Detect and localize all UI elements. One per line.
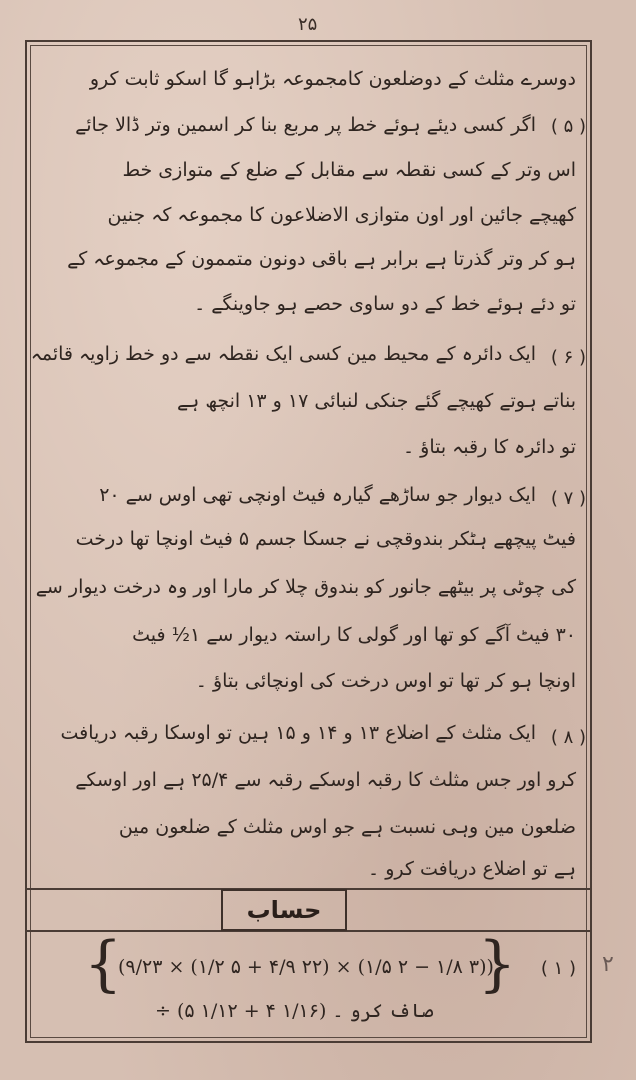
arithmetic-expression-line-2: صاف کرو ۔ (۱/۱۶ ۴ + ۱/۱۲ ۵) ÷	[155, 1000, 434, 1022]
margin-mark: ۲	[602, 952, 614, 977]
text-line-10: ایک دیوار جو ساڑھے گیارہ فیٹ اونچی تھی اوس سے ۲۰	[99, 484, 536, 506]
right-brace: }	[478, 929, 517, 999]
text-line-4: کھیچے جائین اور اون متوازی الاضلاعون کا مجموعہ کہ جنین	[107, 204, 576, 226]
text-line-16: کرو اور جس مثلث کا رقبہ اوسکے رقبہ سے ۲۵/۴ ہے اور اوسکے	[75, 769, 576, 791]
text-line-3: اس وتر کے کسی نقطہ سے مقابل کے ضلع کے متوازی خط	[122, 159, 576, 181]
page-number: ۲۵	[298, 14, 318, 35]
arithmetic-number: ( ۱ )	[540, 958, 576, 979]
text-line-9: تو دائرہ کا رقبہ بتاؤ ۔	[402, 436, 576, 458]
text-line-1: دوسرے مثلث کے دوضلعون کامجموعہ بڑاہو گا اسکو ثابت کرو	[89, 68, 576, 90]
question-number-5: ( ۵ )	[550, 116, 586, 137]
text-line-17: ضلعون مین وہی نسبت ہے جو اوس مثلث کے ضلعون مین	[118, 816, 576, 838]
arithmetic-expression-line-1: (۹/۲۳ × (۱/۲ ۵ + ۴/۹ ۲۲) × (۱/۵ ۲ − ۱/۸ ۳))	[118, 956, 494, 978]
text-line-7: ایک دائرہ کے محیط مین کسی ایک نقطہ سے دو خط زاویہ قائمہ	[30, 343, 536, 365]
text-line-18: ہے تو اضلاع دریافت کرو ۔	[368, 858, 576, 880]
hisab-heading: حساب	[246, 896, 322, 924]
text-line-12: کی چوٹی پر بیٹھے جانور کو بندوق چلا کر مارا اور وہ درخت دیوار سے	[35, 576, 576, 598]
question-number-6: ( ۶ )	[550, 347, 586, 368]
left-brace: {	[84, 929, 123, 999]
text-line-6: تو دئے ہوئے خط کے دو ساوی حصے ہو جاوینگے ۔	[194, 293, 576, 315]
text-line-11: فیٹ پیچھے ہٹکر بندوقچی نے جسکا جسم ۵ فیٹ اونچا تھا درخت	[75, 528, 576, 550]
text-line-2: اگر کسی دیئے ہوئے خط پر مربع بنا کر اسمین وتر ڈالا جائے	[75, 114, 536, 136]
question-number-7: ( ۷ )	[550, 488, 586, 509]
text-line-14: اونچا ہو کر تھا تو اوس درخت کی اونچائی بتاؤ ۔	[195, 670, 576, 692]
question-number-8: ( ۸ )	[550, 727, 586, 748]
text-line-5: ہو کر وتر گذرتا ہے برابر ہے باقی دونون متممون کے مجموعہ کے	[67, 248, 576, 270]
text-line-15: ایک مثلث کے اضلاع ۱۳ و ۱۴ و ۱۵ ہین تو اوسکا رقبہ دریافت	[60, 722, 536, 744]
text-line-8: بناتے ہوتے کھیچے گئے جنکی لنبائی ۱۷ و ۱۳ انچھ ہے	[177, 390, 576, 412]
text-line-13: ۳۰ فیٹ آگے کو تھا اور گولی کا راستہ دیوار سے ۱½ فیٹ	[132, 624, 576, 646]
